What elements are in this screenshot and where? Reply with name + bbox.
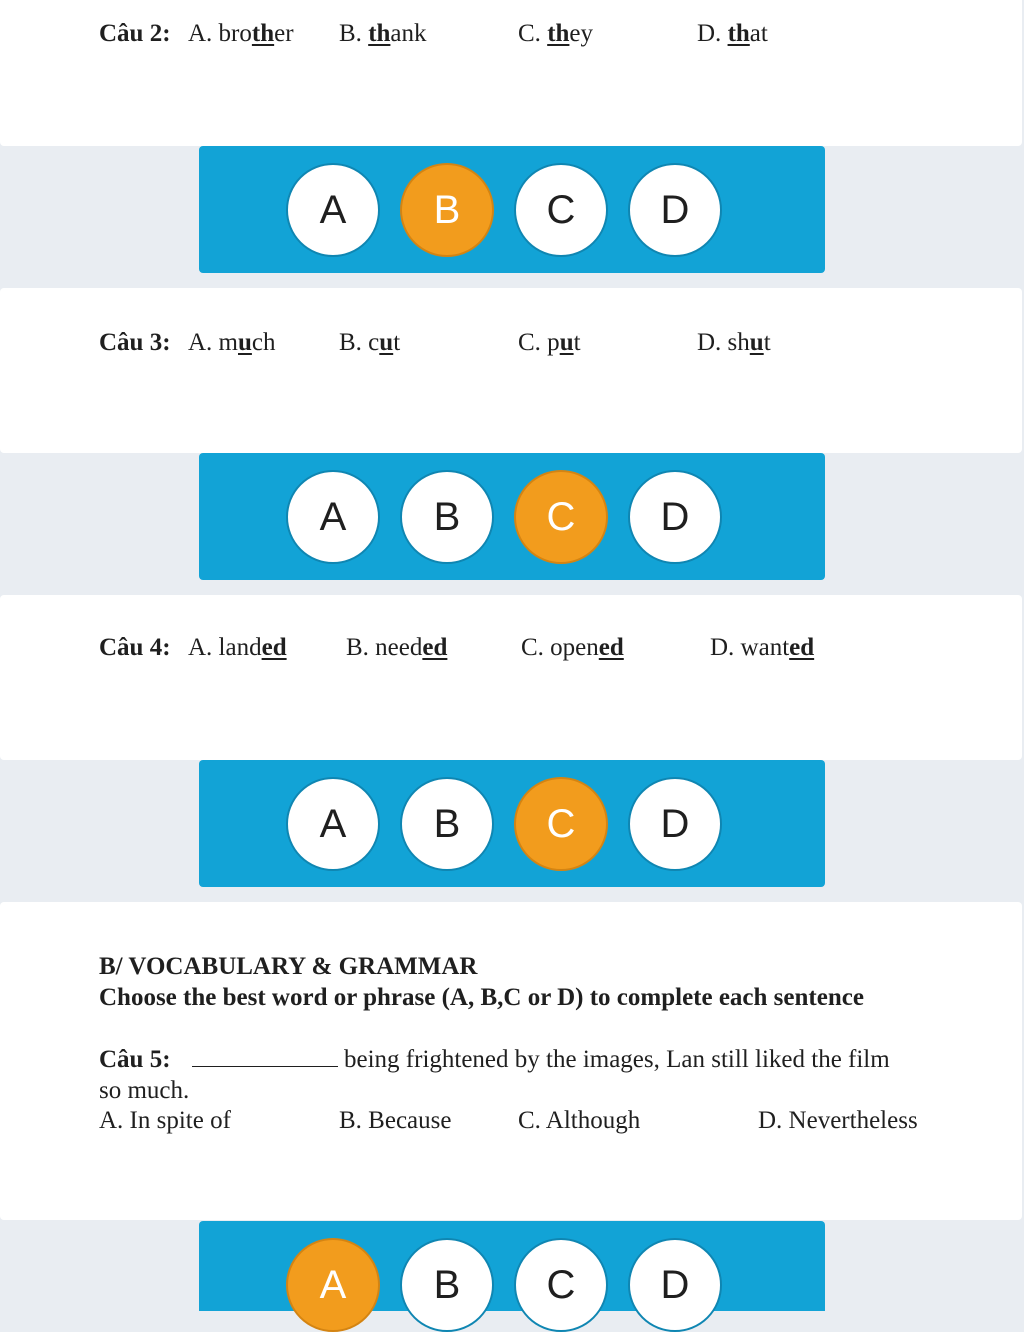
answer-bubble-d[interactable]: D xyxy=(628,1238,722,1332)
option-d: D. Nevertheless xyxy=(758,1107,918,1134)
answer-bubble-c[interactable]: C xyxy=(514,777,608,871)
question-card-4 xyxy=(0,595,1022,760)
answer-bubble-d[interactable]: D xyxy=(628,470,722,564)
option-b: B. Because xyxy=(339,1107,452,1134)
question-sentence-continuation: so much. xyxy=(99,1077,190,1104)
answer-bubble-a[interactable]: A xyxy=(286,470,380,564)
option-c: C. put xyxy=(518,329,581,356)
option-d: D. shut xyxy=(697,329,771,356)
question-card-5 xyxy=(0,902,1022,1220)
question-label: Câu 5: xyxy=(99,1046,171,1073)
answer-bar-2 xyxy=(199,146,825,273)
answer-bubble-c[interactable]: C xyxy=(514,1238,608,1332)
option-a: A. brother xyxy=(188,20,294,47)
question-label: Câu 3: xyxy=(99,329,171,356)
answer-bar-4 xyxy=(199,760,825,887)
option-c: C. they xyxy=(518,20,594,47)
answer-bar-3 xyxy=(199,453,825,580)
question-card-3 xyxy=(0,288,1022,453)
answer-bubble-a[interactable]: A xyxy=(286,1238,380,1332)
option-c: C. Although xyxy=(518,1107,641,1134)
answer-bar-5 xyxy=(199,1221,825,1311)
question-label: Câu 4: xyxy=(99,634,171,661)
answer-bubble-a[interactable]: A xyxy=(286,163,380,257)
question-sentence: being frightened by the images, Lan still liked the film xyxy=(186,1045,890,1075)
answer-blank xyxy=(192,1045,338,1067)
question-label: Câu 2: xyxy=(99,20,171,47)
option-a: A. landed xyxy=(188,634,287,661)
option-b: B. needed xyxy=(346,634,448,661)
option-d: D. wanted xyxy=(710,634,815,661)
answer-bubble-c[interactable]: C xyxy=(514,163,608,257)
option-a: A. much xyxy=(188,329,276,356)
option-c: C. opened xyxy=(521,634,624,661)
answer-bubble-d[interactable]: D xyxy=(628,777,722,871)
answer-bubble-b[interactable]: B xyxy=(400,470,494,564)
option-b: B. thank xyxy=(339,20,427,47)
option-b: B. cut xyxy=(339,329,401,356)
section-instruction: Choose the best word or phrase (A, B,C or D) to complete each sentence xyxy=(99,984,864,1011)
option-a: A. In spite of xyxy=(99,1107,231,1134)
option-d: D. that xyxy=(697,20,768,47)
answer-bubble-c[interactable]: C xyxy=(514,470,608,564)
answer-bubble-b[interactable]: B xyxy=(400,777,494,871)
answer-bubble-b[interactable]: B xyxy=(400,1238,494,1332)
answer-bubble-a[interactable]: A xyxy=(286,777,380,871)
answer-bubble-d[interactable]: D xyxy=(628,163,722,257)
section-title: B/ VOCABULARY & GRAMMAR xyxy=(99,953,478,980)
answer-bubble-b[interactable]: B xyxy=(400,163,494,257)
question-card-2 xyxy=(0,0,1022,146)
